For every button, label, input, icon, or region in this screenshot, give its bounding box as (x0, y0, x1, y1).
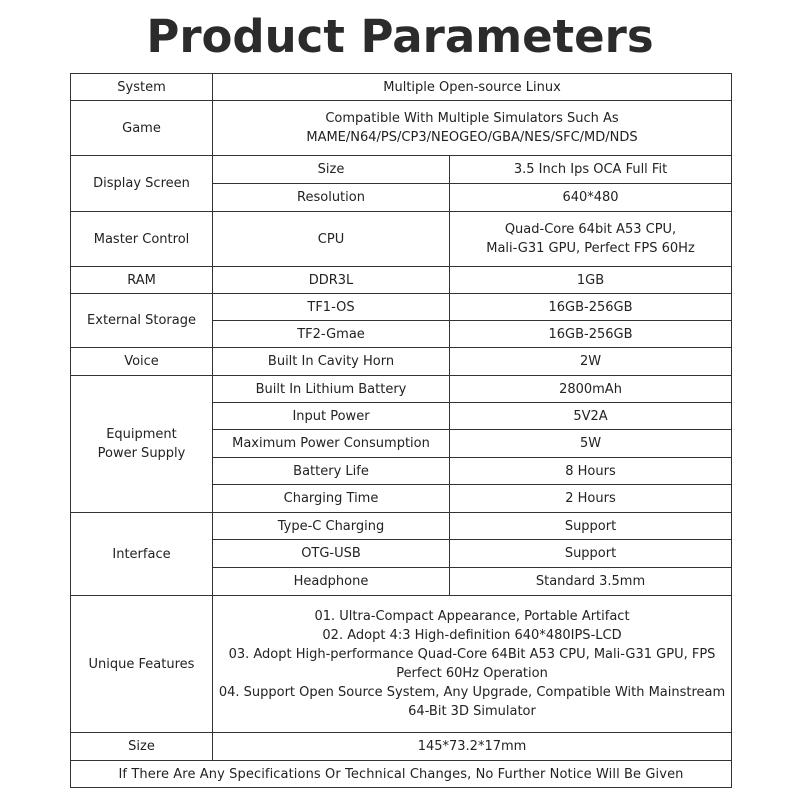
interface-headphone-value: Standard 3.5mm (450, 568, 732, 596)
features-label: Unique Features (71, 596, 213, 733)
game-value (213, 101, 732, 156)
power-life-key: Battery Life (213, 458, 450, 485)
display-size-key: Size (213, 156, 450, 184)
master-value (450, 212, 732, 267)
game-value-line1: Compatible With Multiple Simulators Such As (325, 111, 619, 126)
row-master-control (71, 212, 732, 267)
feature-line: Perfect 60Hz Operation (396, 666, 548, 681)
system-value: Multiple Open-source Linux (213, 74, 732, 101)
feature-line: 01. Ultra-Compact Appearance, Portable Artifact (314, 609, 630, 624)
system-label: System (71, 74, 213, 101)
power-max-value: 5W (450, 430, 732, 458)
ram-key: DDR3L (213, 267, 450, 294)
row-power-battery (71, 376, 732, 403)
ram-label: RAM (71, 267, 213, 294)
power-charging-value: 2 Hours (450, 485, 732, 513)
interface-typec-key: Type-C Charging (213, 513, 450, 540)
row-note (71, 761, 732, 788)
power-input-key: Input Power (213, 403, 450, 430)
page-title: Product Parameters (146, 10, 654, 63)
size-value: 145*73.2*17mm (213, 733, 732, 761)
disclaimer-note: If There Are Any Specifications Or Technical Changes, No Further Notice Will Be Given (71, 761, 732, 788)
power-charging-key: Charging Time (213, 485, 450, 513)
row-game (71, 101, 732, 156)
master-value-line2: Mali-G31 GPU, Perfect FPS 60Hz (486, 241, 695, 256)
row-unique-features (71, 596, 732, 733)
row-interface-typec (71, 513, 732, 540)
interface-label: Interface (71, 513, 213, 596)
ram-value: 1GB (450, 267, 732, 294)
interface-otg-key: OTG-USB (213, 540, 450, 568)
master-value-line1: Quad-Core 64bit A53 CPU, (504, 222, 677, 237)
features-list (213, 596, 732, 733)
game-label: Game (71, 101, 213, 156)
power-max-key: Maximum Power Consumption (213, 430, 450, 458)
row-storage-tf1 (71, 294, 732, 321)
power-input-value: 5V2A (450, 403, 732, 430)
storage-label: External Storage (71, 294, 213, 348)
game-value-line2: MAME/N64/PS/CP3/NEOGEO/GBA/NES/SFC/MD/NDS (306, 130, 638, 145)
voice-value: 2W (450, 348, 732, 376)
row-display-size (71, 156, 732, 184)
interface-typec-value: Support (450, 513, 732, 540)
master-label: Master Control (71, 212, 213, 267)
power-life-value: 8 Hours (450, 458, 732, 485)
storage-tf1-value: 16GB-256GB (450, 294, 732, 321)
feature-line: 64-Bit 3D Simulator (408, 704, 536, 719)
display-label: Display Screen (71, 156, 213, 212)
feature-line: 03. Adopt High-performance Quad-Core 64Bit A53 CPU, Mali-G31 GPU, FPS (228, 647, 716, 662)
interface-headphone-key: Headphone (213, 568, 450, 596)
row-size (71, 733, 732, 761)
feature-line: 04. Support Open Source System, Any Upgrade, Compatible With Mainstream (218, 685, 726, 700)
voice-label: Voice (71, 348, 213, 376)
master-key: CPU (213, 212, 450, 267)
power-battery-key: Built In Lithium Battery (213, 376, 450, 403)
interface-otg-value: Support (450, 540, 732, 568)
storage-tf1-key: TF1-OS (213, 294, 450, 321)
feature-line: 02. Adopt 4:3 High-definition 640*480IPS-LCD (322, 628, 622, 643)
row-voice (71, 348, 732, 376)
row-ram (71, 267, 732, 294)
storage-tf2-key: TF2-Gmae (213, 321, 450, 348)
row-system (71, 74, 732, 101)
display-size-value: 3.5 Inch Ips OCA Full Fit (450, 156, 732, 184)
power-battery-value: 2800mAh (450, 376, 732, 403)
power-label (71, 376, 213, 513)
storage-tf2-value: 16GB-256GB (450, 321, 732, 348)
spec-table (70, 73, 732, 788)
voice-key: Built In Cavity Horn (213, 348, 450, 376)
power-label-line2: Power Supply (97, 446, 186, 461)
size-label: Size (71, 733, 213, 761)
display-resolution-key: Resolution (213, 184, 450, 212)
display-resolution-value: 640*480 (450, 184, 732, 212)
power-label-line1: Equipment (106, 427, 177, 442)
